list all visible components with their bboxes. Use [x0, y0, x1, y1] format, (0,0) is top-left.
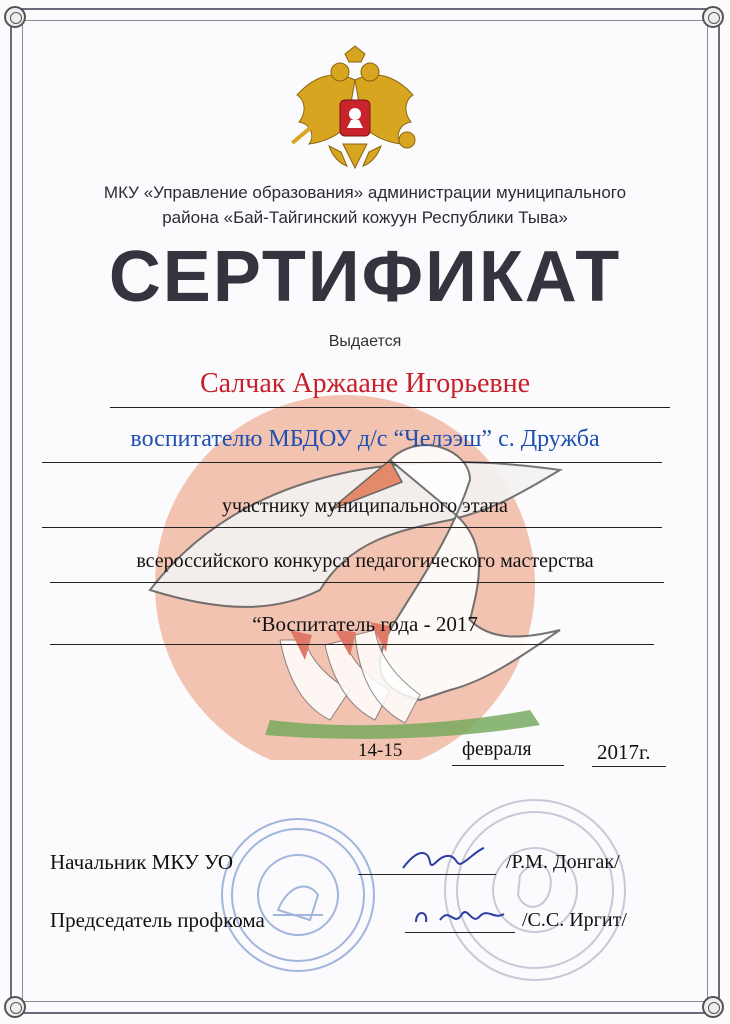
- date-month-underline: [452, 765, 564, 766]
- date-days: 14-15: [358, 740, 403, 761]
- date-month: февраля: [462, 738, 532, 760]
- corner-ornament-icon: [702, 996, 724, 1018]
- handwritten-signature-icon: [410, 900, 510, 936]
- stamp-seal-icon: [440, 795, 630, 985]
- handwritten-signature-icon: [398, 840, 488, 880]
- name-underline: [110, 407, 670, 408]
- stamp-seal-icon: [218, 815, 378, 975]
- position-underline: [42, 462, 662, 463]
- description-line-2-underline: [50, 582, 664, 583]
- description-line-2: всероссийского конкурса педагогического мастерства: [136, 550, 594, 572]
- signature-title-2: Председатель профкома: [50, 908, 265, 932]
- organization-name: [40, 180, 690, 230]
- organization-line-1: МКУ «Управление образования» администрации муниципального: [103, 183, 627, 202]
- recipient-name: Салчак Аржаане Игорьевне: [199, 368, 531, 399]
- signature-title-1: Начальник МКУ УО: [50, 850, 234, 874]
- description-line-3: “Воспитатель года - 2017: [252, 612, 478, 636]
- description-line-1: участнику муниципального этапа: [222, 495, 508, 517]
- description-line-3-underline: [50, 644, 654, 645]
- signature-name-2: /С.С. Иргит/: [522, 909, 627, 931]
- description-line-1-underline: [42, 527, 662, 528]
- organization-line-2: района «Бай-Тайгинский кожуун Республики Тыва»: [162, 208, 568, 227]
- recipient-position: воспитателю МБДОУ д/с “Челээш” с. Дружба: [130, 426, 600, 452]
- date-year: 2017г.: [597, 740, 651, 764]
- corner-ornament-icon: [702, 6, 724, 28]
- certificate-title: СЕРТИФИКАТ: [108, 237, 622, 317]
- coat-of-arms-icon: [285, 40, 425, 180]
- date-year-underline: [592, 766, 666, 767]
- corner-ornament-icon: [4, 6, 26, 28]
- issued-label: Выдается: [328, 333, 402, 350]
- signature-name-1: /Р.М. Донгак/: [506, 851, 620, 873]
- corner-ornament-icon: [4, 996, 26, 1018]
